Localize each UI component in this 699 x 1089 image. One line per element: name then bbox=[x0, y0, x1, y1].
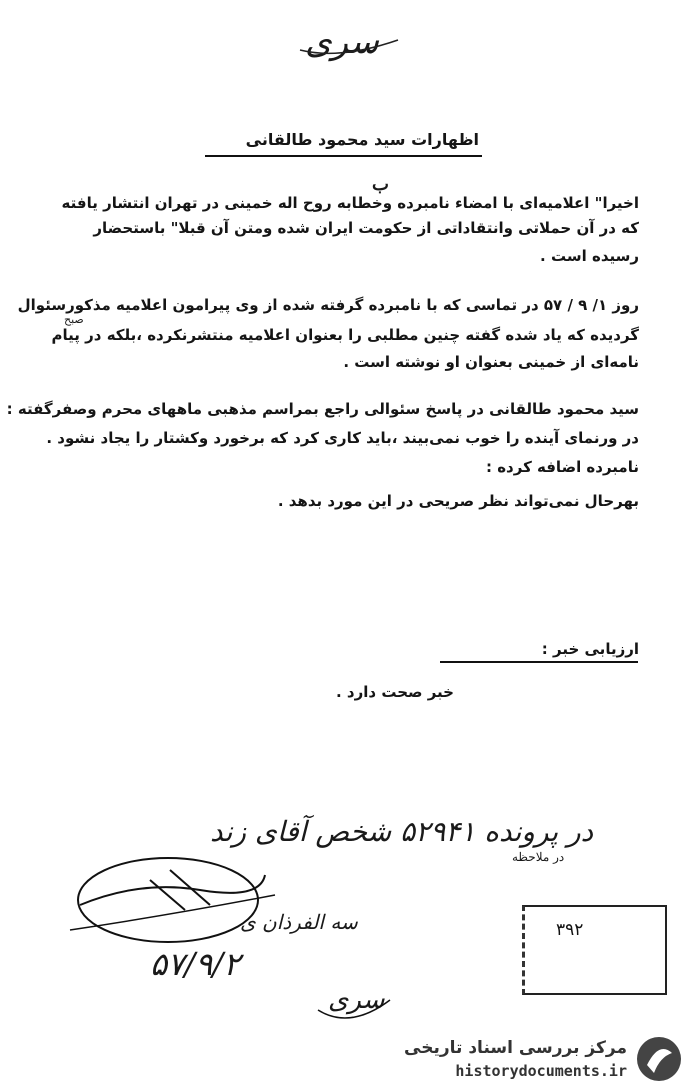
document-title: اظهارات سید محمود طالقانی bbox=[245, 130, 479, 149]
archive-logo-icon bbox=[630, 1033, 688, 1085]
footer-site: historydocuments.ir bbox=[455, 1062, 627, 1080]
stamp-box bbox=[522, 905, 667, 995]
body-line-6: نامه‌ای از خمینی بعنوان او نوشته است . bbox=[343, 353, 639, 371]
body-line-9: نامبرده اضافه کرده : bbox=[485, 458, 639, 476]
annotation-mark-b: ب bbox=[372, 174, 389, 195]
annotation-sobh: صبح bbox=[64, 313, 84, 326]
evaluation-text: خبر صحت دارد . bbox=[336, 683, 454, 701]
body-line-7: سید محمود طالقانی در پاسخ سئوالی راجع بمراسم مذهبی ماههای محرم وصفرگفته : bbox=[6, 400, 639, 418]
footer-org-name: مرکز بررسی اسناد تاریخی bbox=[404, 1038, 627, 1058]
handwritten-sub-note: در ملاحظه bbox=[512, 850, 565, 864]
handwritten-date: ۵۷/۹/۲ bbox=[150, 945, 241, 983]
body-line-10: بهرحال نمی‌تواند نظر صریحی در این مورد بدهد . bbox=[277, 492, 639, 510]
classification-mark: سری bbox=[305, 22, 379, 62]
handwritten-name-note: سه الفرذان ی bbox=[240, 910, 358, 934]
stamp-number: ۳۹۲ bbox=[556, 920, 584, 940]
body-line-1: اخیرا" اعلامیه‌ای با امضاء نامبرده وخطابه روح اله خمینی در تهران انتشار یافته bbox=[61, 194, 639, 212]
handwritten-footer-mark: سری bbox=[328, 985, 385, 1015]
body-line-5: گردیده که یاد شده گفته چنین مطلبی را بعنوان اعلامیه منتشرنکرده ،بلکه در پیام bbox=[51, 326, 639, 344]
body-line-8: در ورنمای آینده را خوب نمی‌بیند ،باید کاری کرد که برخورد وکشتار را یجاد نشود . bbox=[46, 429, 639, 447]
body-line-4: روز ۱/ ۹ / ۵۷ در تماسی که با نامبرده گرفته شده از وی پیرامون اعلامیه مذکورسئوال bbox=[17, 296, 639, 314]
evaluation-label: ارزیابی خبر : bbox=[541, 640, 639, 658]
handwritten-file-note: در پرونده ۵۲۹۴۱ شخص آقای زند bbox=[210, 815, 594, 848]
body-line-2: که در آن حملاتی وانتقاداتی از حکومت ایران شده ومتن آن قبلا" باستحضار bbox=[93, 219, 639, 237]
body-line-3: رسیده است . bbox=[540, 247, 639, 265]
